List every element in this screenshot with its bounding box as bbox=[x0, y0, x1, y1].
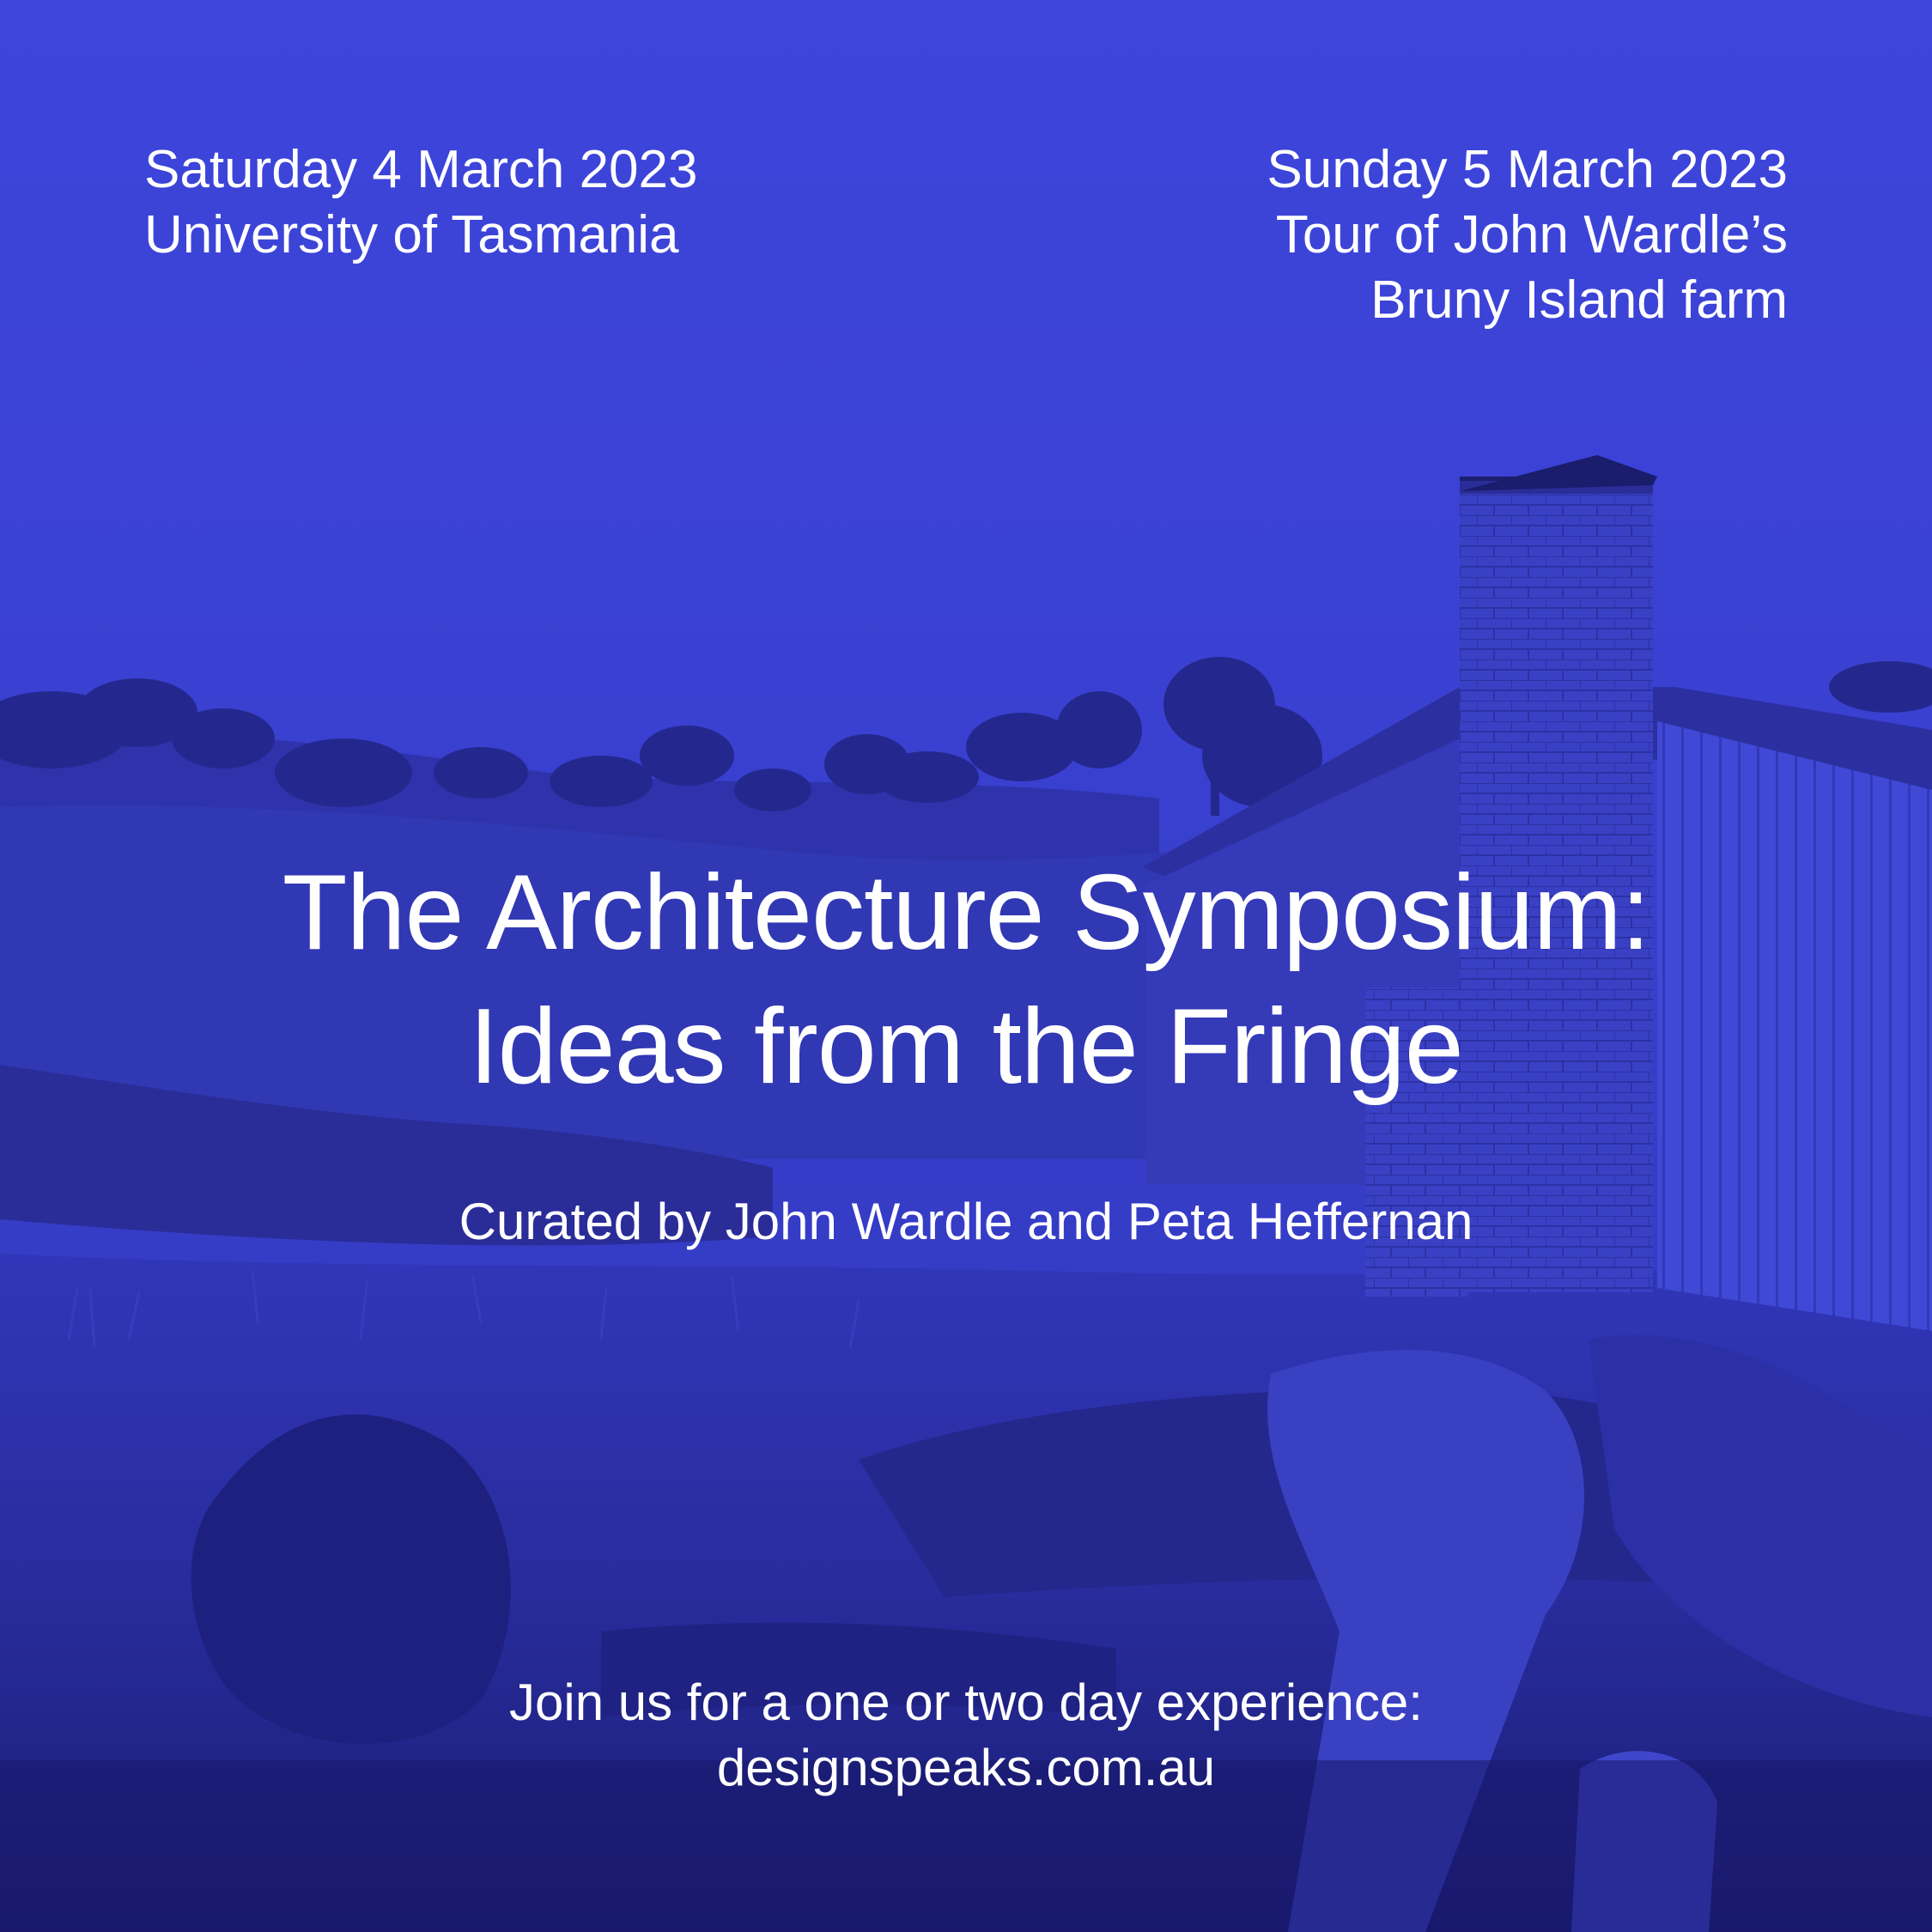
event-title-line1: The Architecture Symposium: bbox=[282, 854, 1650, 972]
day-two-venue-line2: Bruny Island farm bbox=[1370, 270, 1788, 330]
curators-credit: Curated by John Wardle and Peta Heffernan bbox=[459, 1193, 1473, 1250]
day-two-venue-line1: Tour of John Wardle’s bbox=[1275, 205, 1788, 264]
day-one-date: Saturday 4 March 2023 bbox=[144, 140, 698, 199]
website-link[interactable]: designspeaks.com.au bbox=[716, 1739, 1216, 1796]
day-two-info bbox=[1267, 137, 1788, 333]
event-title bbox=[0, 846, 1932, 1114]
event-title-line2: Ideas from the Fringe bbox=[469, 987, 1463, 1106]
day-one-info bbox=[144, 137, 698, 268]
day-two-date: Sunday 5 March 2023 bbox=[1267, 140, 1788, 199]
day-one-venue: University of Tasmania bbox=[144, 205, 679, 264]
call-to-action bbox=[0, 1670, 1932, 1801]
cta-text: Join us for a one or two day experience: bbox=[509, 1674, 1423, 1731]
